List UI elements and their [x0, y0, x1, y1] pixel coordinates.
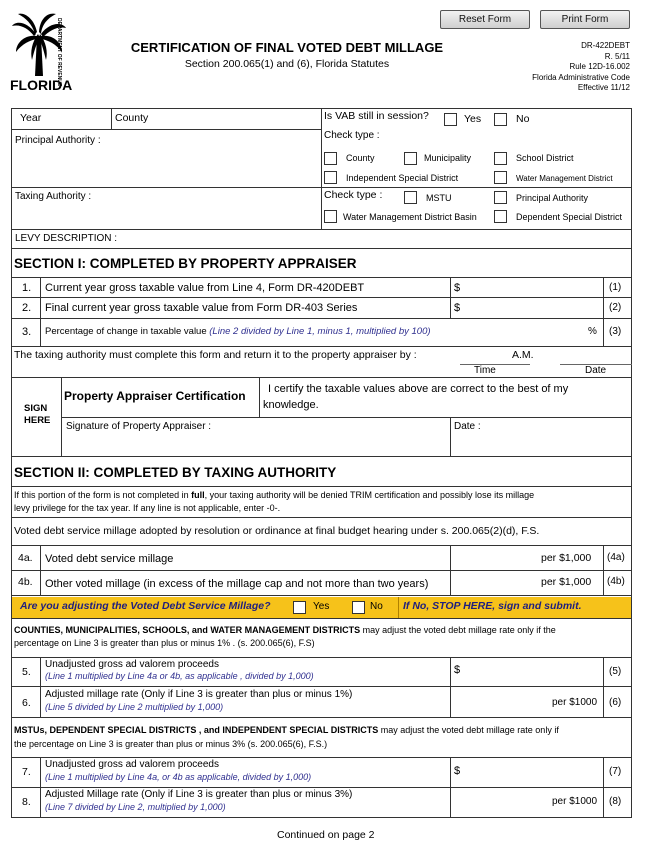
- sign-label-2: HERE: [24, 415, 51, 426]
- warning-text-a: If this portion of the form is not completed in: [14, 490, 192, 500]
- certify-line-1: I certify the taxable values above are correct to the best of my: [268, 383, 569, 395]
- row-2-number: 2.: [22, 302, 32, 314]
- am-label: A.M.: [512, 349, 534, 361]
- counties-line-2: percentage on Line 3 is greater than plus or minus 1% . (s. 200.065(6), F.S): [14, 638, 315, 648]
- row-6-number: 6.: [22, 697, 31, 709]
- form-code: Florida Administrative Code: [532, 72, 630, 82]
- principal-authority-checkbox[interactable]: [494, 191, 507, 204]
- mstu-bold-text: MSTUs, DEPENDENT SPECIAL DISTRICTS , and INDEPENDENT SPECIAL DISTRICTS: [14, 725, 379, 735]
- principal-authority-label: Principal Authority :: [15, 135, 101, 146]
- row-4b-unit: per $1,000: [541, 576, 592, 588]
- form-revision: R. 5/11: [604, 51, 630, 61]
- warning-line-1: [14, 490, 534, 500]
- counties-bold-text: COUNTIES, MUNICIPALITIES, SCHOOLS, and WATER MANAGEMENT DISTRICTS: [14, 625, 361, 635]
- certify-line-2: knowledge.: [263, 399, 319, 411]
- row-5-number: 5.: [22, 666, 31, 678]
- row-5-label: Unadjusted gross ad valorem proceeds: [45, 659, 219, 670]
- taxing-authority-label: Taxing Authority :: [15, 191, 92, 202]
- mstu-checkbox-label: MSTU: [426, 193, 452, 203]
- pa-date-label: Date :: [454, 421, 481, 432]
- water-basin-checkbox-label: Water Management District Basin: [343, 212, 477, 222]
- water-management-district-label: Water Management District: [516, 174, 613, 183]
- section-2-heading: SECTION II: COMPLETED BY TAXING AUTHORITY: [14, 465, 337, 480]
- row-1-unit: $: [454, 282, 461, 294]
- warning-text-b: , your taxing authority will be denied TRIM certification and possibly lose its millage: [204, 490, 535, 500]
- row-1-ref: (1): [609, 282, 622, 293]
- year-label: Year: [20, 112, 42, 124]
- section-1-heading: SECTION I: COMPLETED BY PROPERTY APPRAISER: [14, 256, 357, 271]
- row-7-label: Unadjusted gross ad valorem proceeds: [45, 759, 219, 770]
- counties-rest-text: may adjust the voted debt millage rate only if the: [360, 625, 556, 635]
- adjust-no-label: No: [370, 601, 383, 612]
- county-checkbox-label: County: [346, 153, 375, 163]
- row-5-ref: (5): [609, 666, 622, 677]
- adjust-yes-label: Yes: [313, 601, 330, 612]
- adjust-yes-checkbox[interactable]: [293, 601, 306, 614]
- form-rule: Rule 12D-16.002: [569, 62, 630, 71]
- return-instructions: The taxing authority must complete this form and return it to the property appraiser by :: [14, 349, 417, 361]
- municipality-checkbox-label: Municipality: [424, 153, 472, 163]
- dependent-special-district-label: Dependent Special District: [516, 212, 623, 222]
- vab-question: Is VAB still in session?: [324, 110, 429, 122]
- levy-description-label: LEVY DESCRIPTION :: [15, 233, 118, 244]
- row-4a-label: Voted debt service millage: [45, 553, 174, 565]
- water-basin-checkbox[interactable]: [324, 210, 337, 223]
- row-4a-unit: per $1,000: [541, 552, 592, 564]
- row-3-unit: %: [588, 326, 597, 337]
- row-3-note: (Line 2 divided by Line 1, minus 1, multiplied by 100): [209, 326, 431, 337]
- row-8-note: (Line 7 divided by Line 2, multiplied by 1,000): [45, 802, 226, 812]
- row-2-ref: (2): [609, 302, 622, 313]
- check-type-label: Check type :: [324, 130, 380, 141]
- warning-text-bold: full: [191, 490, 205, 500]
- row-8-ref: (8): [609, 796, 622, 807]
- logo-state-text: FLORIDA: [10, 77, 73, 92]
- row-5-note: (Line 1 multiplied by Line 4a or 4b, as applicable , divided by 1,000): [45, 671, 314, 681]
- print-form-button[interactable]: Print Form: [540, 10, 630, 29]
- row-8-number: 8.: [22, 796, 31, 808]
- voted-millage-statement: Voted debt service millage adopted by resolution or ordinance at final budget hearing under s. 200.065(2)(d), F.S.: [14, 525, 540, 537]
- vab-no-checkbox[interactable]: [494, 113, 507, 126]
- row-2-unit: $: [454, 302, 461, 314]
- row-4b-label: Other voted millage (in excess of the millage cap and not more than two years): [45, 578, 429, 590]
- row-4b-number: 4b.: [18, 576, 33, 588]
- florida-dor-logo: [10, 12, 76, 92]
- palm-tree-icon: [10, 12, 76, 92]
- row-4a-number: 4a.: [18, 552, 33, 564]
- row-6-unit: per $1000: [552, 697, 598, 708]
- mstu-checkbox[interactable]: [404, 191, 417, 204]
- stop-here-instruction: If No, STOP HERE, sign and submit.: [403, 600, 582, 612]
- row-7-unit: $: [454, 765, 461, 777]
- row-6-label: Adjusted millage rate (Only if Line 3 is greater than plus or minus 1%): [45, 689, 353, 700]
- sign-label-1: SIGN: [24, 403, 48, 414]
- check-type-label-2: Check type :: [324, 189, 383, 201]
- logo-dept-text: DEPARTMENT OF REVENUE: [56, 18, 62, 87]
- reset-form-button[interactable]: Reset Form: [440, 10, 530, 29]
- vab-no-label: No: [516, 113, 530, 125]
- row-5-unit: $: [454, 664, 461, 676]
- pa-certification-heading: Property Appraiser Certification: [64, 389, 246, 403]
- mstu-line-2: the percentage on Line 3 is greater than plus or minus 3% (s. 200.065(6), F.S.): [14, 739, 328, 749]
- form-title: CERTIFICATION OF FINAL VOTED DEBT MILLAGE: [130, 40, 444, 55]
- row-6-ref: (6): [609, 697, 622, 708]
- warning-line-2: levy privilege for the tax year. If any line is not applicable, enter -0-.: [14, 503, 281, 513]
- row-8-unit: per $1000: [552, 796, 598, 807]
- row-3-number: 3.: [22, 326, 32, 338]
- row-4b-ref: (4b): [607, 576, 625, 587]
- county-checkbox[interactable]: [324, 152, 337, 165]
- counties-line-1: [14, 625, 556, 635]
- row-6-note: (Line 5 divided by Line 2 multiplied by 1,000): [45, 702, 224, 712]
- dependent-special-district-checkbox[interactable]: [494, 210, 507, 223]
- row-8-label: Adjusted Millage rate (Only if Line 3 is greater than plus or minus 3%): [45, 789, 353, 800]
- row-1-label: Current year gross taxable value from Line 4, Form DR-420DEBT: [45, 282, 365, 294]
- date-label-top: Date: [585, 365, 607, 376]
- mstu-rest-text: may adjust the voted debt millage rate only if: [378, 725, 559, 735]
- school-district-checkbox[interactable]: [494, 152, 507, 165]
- row-3-ref: (3): [609, 326, 622, 337]
- continued-footer: Continued on page 2: [277, 829, 375, 841]
- row-7-number: 7.: [22, 766, 31, 778]
- county-label: County: [115, 112, 149, 124]
- row-7-note: (Line 1 multiplied by Line 4a, or 4b as applicable, divided by 1,000): [45, 772, 312, 782]
- row-2-label: Final current year gross taxable value from Form DR-403 Series: [45, 302, 358, 314]
- municipality-checkbox[interactable]: [404, 152, 417, 165]
- water-management-district-checkbox[interactable]: [494, 171, 507, 184]
- time-label: Time: [474, 365, 496, 376]
- pa-signature-label: Signature of Property Appraiser :: [66, 421, 212, 432]
- independent-special-district-checkbox[interactable]: [324, 171, 337, 184]
- mstu-line-1: [14, 725, 559, 735]
- independent-special-district-label: Independent Special District: [346, 173, 459, 183]
- vab-yes-label: Yes: [464, 113, 482, 125]
- row-3-label-text: Percentage of change in taxable value: [45, 326, 210, 337]
- row-7-ref: (7): [609, 766, 622, 777]
- row-3-label: [45, 326, 431, 337]
- adjust-question: Are you adjusting the Voted Debt Service Millage?: [20, 600, 271, 612]
- form-number: DR-422DEBT: [581, 41, 630, 50]
- form-subtitle: Section 200.065(1) and (6), Florida Statutes: [184, 58, 390, 70]
- form-effective: Effective 11/12: [577, 83, 630, 92]
- vab-yes-checkbox[interactable]: [444, 113, 457, 126]
- row-1-number: 1.: [22, 282, 32, 294]
- adjust-no-checkbox[interactable]: [352, 601, 365, 614]
- row-4a-ref: (4a): [607, 552, 625, 563]
- principal-authority-checkbox-label: Principal Authority: [516, 193, 589, 203]
- form-identifier: [532, 41, 630, 94]
- school-district-checkbox-label: School District: [516, 153, 574, 163]
